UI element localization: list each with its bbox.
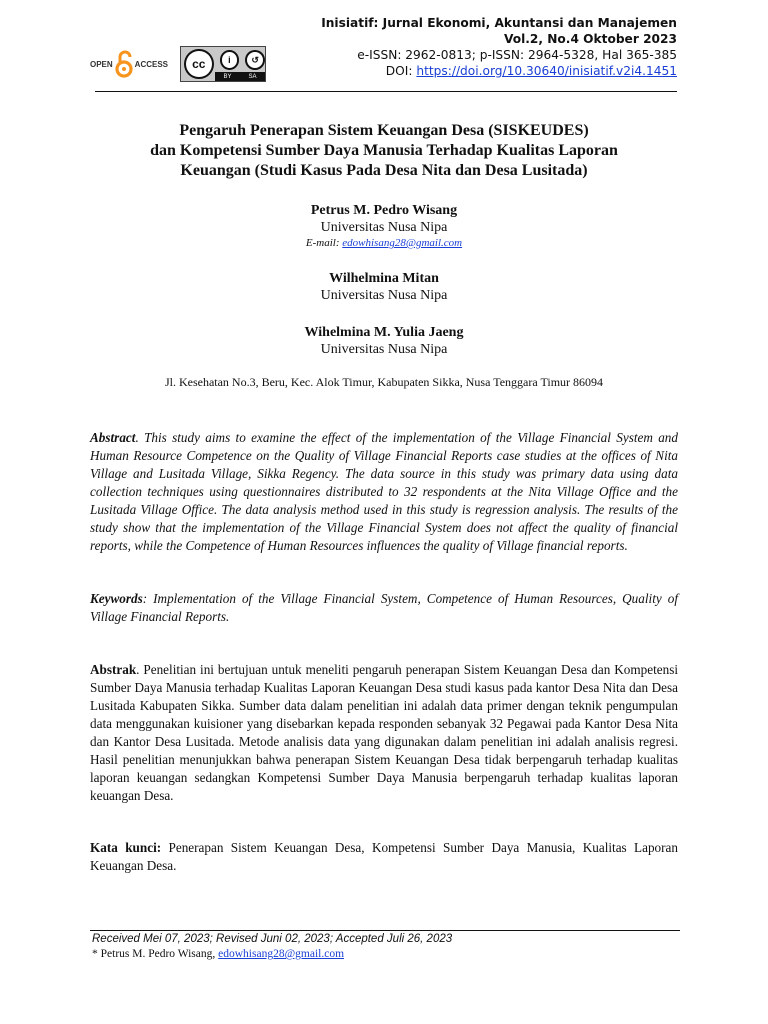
logo-row (90, 46, 266, 82)
doi-label: DOI: (385, 64, 417, 78)
institution-address: Jl. Kesehatan No.3, Beru, Kec. Alok Timur, Kabupaten Sikka, Nusa Tenggara Timur 86094 (164, 375, 604, 389)
abstract-indonesian (90, 661, 678, 805)
keywords-english (90, 590, 678, 626)
email-label: E-mail: (305, 237, 343, 249)
keywords-text: : Implementation of the Village Financial System, Competence of Human Resources, Quality of Village Financial Reports. (90, 591, 678, 624)
header-divider (95, 91, 677, 92)
paper-title (90, 121, 678, 181)
journal-name: Inisiatif: Jurnal Ekonomi, Akuntansi dan Manajemen (321, 16, 677, 30)
doi-link[interactable]: https://doi.org/10.30640/inisiatif.v2i4.1451 (416, 64, 677, 78)
author-name: Wilhelmina Mitan (329, 271, 439, 286)
open-lock-icon (115, 50, 133, 78)
abstract-english (90, 429, 678, 555)
abstract-text: . This study aims to examine the effect of the implementation of the Village Financial System and Human Resource Competence on the Quality of Village Financial Reports case studies at the offices of Nita Village and Lusitada Village, Sikka Regency. The data source in this study was primary data using data collection techniques using questionnaires distributed to 32 respondents at the Nita Village Office and the Lusitada Village Office. The data analysis method used in this study is regression analysis. The results of the study show that the implementation of the Village Financial System does not affect the quality of financial reports, while the Competence of Human Resources influences the quality of Village financial reports. (90, 430, 678, 553)
title-line-3: Keuangan (Studi Kasus Pada Desa Nita dan Desa Lusitada) (180, 162, 588, 179)
author-name: Petrus M. Pedro Wisang (310, 203, 458, 218)
author-email-link[interactable]: edowhisang28@gmail.com (342, 237, 463, 249)
author-affiliation: Universitas Nusa Nipa (320, 342, 448, 357)
author-block-3 (90, 324, 678, 358)
abstrak-text: . Penelitian ini bertujuan untuk meneliti pengaruh penerapan Sistem Keuangan Desa dan Kompetensi Sumber Daya Manusia terhadap Kualitas Laporan Keuangan Desa studi kasus pada kantor Desa Nita dan Desa Lusitada Kabupaten Sikka. Sumber data dalam penelitian ini adalah data primer dengan teknik pengumpulan data menggunakan kuisioner yang disebarkan kepada responden sebanyak 32 Pegawai pada Kantor Desa Nita dan Kantor Desa Lusitada. Metode analisis data yang digunakan dalam penelitian ini adalah analisis regresi. Hasil penelitian menunjukkan bahwa penerapan Sistem Keuangan Desa tidak berpengaruh terhadap kualitas laporan keuangan sedangkan Kompetensi Sumber Daya Manusia berpengaruh terhadap kualitas laporan keuangan Desa. (90, 662, 678, 803)
author-affiliation: Universitas Nusa Nipa (320, 288, 448, 303)
kata-kunci-text: Penerapan Sistem Keuangan Desa, Kompetensi Sumber Daya Manusia, Kualitas Laporan Keuangan Desa. (90, 840, 678, 873)
by-person-icon: i (220, 50, 240, 70)
author-affiliation: Universitas Nusa Nipa (320, 220, 448, 235)
title-line-2: dan Kompetensi Sumber Daya Manusia Terhadap Kualitas Laporan (150, 142, 618, 159)
journal-info (321, 15, 677, 79)
author-block-1 (90, 202, 678, 250)
cc-license-badge (180, 46, 266, 82)
corresponding-name: * Petrus M. Pedro Wisang, (92, 948, 219, 960)
corresponding-email-link[interactable]: edowhisang28@gmail.com (218, 948, 345, 960)
journal-issn: e-ISSN: 2962-0813; p-ISSN: 2964-5328, Hal 365-385 (357, 48, 677, 62)
submission-dates: Received Mei 07, 2023; Revised Juni 02, 2023; Accepted Juli 26, 2023 (92, 933, 453, 945)
title-line-1: Pengaruh Penerapan Sistem Keuangan Desa (SISKEUDES) (179, 122, 589, 139)
journal-volume: Vol.2, No.4 Oktober 2023 (503, 32, 677, 46)
license-by-label: BY (223, 73, 232, 80)
kata-kunci-label: Kata kunci: (90, 840, 162, 855)
page-header (0, 0, 768, 96)
cc-icon: cc (184, 49, 214, 79)
keywords-label: Keywords (90, 591, 143, 606)
license-sa-label: SA (248, 73, 257, 80)
keywords-indonesian (90, 839, 678, 875)
footer-divider (90, 930, 680, 931)
share-alike-icon: ↺ (245, 50, 265, 70)
journal-doi (321, 63, 677, 79)
open-access-right-text: ACCESS (134, 59, 169, 69)
corresponding-author (92, 948, 344, 960)
author-block-2 (90, 270, 678, 304)
license-strip (215, 72, 265, 81)
abstract-label: Abstract (90, 430, 136, 445)
open-access-logo (90, 50, 168, 78)
author-name: Wihelmina M. Yulia Jaeng (304, 325, 464, 340)
author-email (90, 236, 678, 250)
abstrak-label: Abstrak (90, 662, 137, 677)
open-access-left-text: OPEN (90, 59, 113, 69)
